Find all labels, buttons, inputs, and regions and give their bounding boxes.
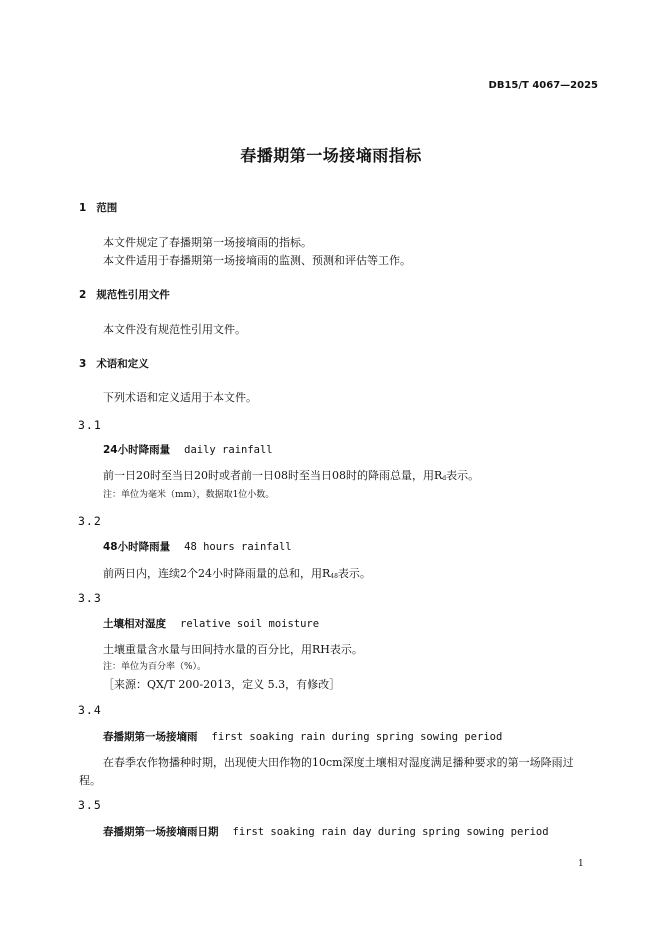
term-3-2-definition: 前两日内，连续2个24小时降雨量的总和，用$R_{48}$表示。 (103, 567, 371, 580)
term-3-1-heading (103, 442, 273, 457)
term-3-4-definition-line1: 在春季农作物播种时期，出现使大田作物的10cm深度土壤相对湿度满足播种要求的第一场降雨过 (103, 756, 574, 769)
section-number: 1 (79, 202, 87, 214)
term-3-2-number: 3.2 (78, 514, 102, 528)
term-name: 春播期第一场接墒雨日期 (103, 826, 219, 838)
term-name: 48小时降雨量 (103, 541, 171, 553)
section-number: 2 (79, 289, 87, 301)
term-3-4-definition-line2: 程。 (79, 774, 101, 787)
term-3-1-definition: 前一日20时至当日20时或者前一日08时至当日08时的降雨总量，用$R_d$表示。 (103, 469, 480, 482)
term-english: 48 hours rainfall (184, 541, 292, 553)
section-2-heading (79, 287, 170, 302)
term-3-3-heading (103, 616, 319, 631)
term-3-5-heading (103, 824, 549, 839)
term-3-3-note: 注：单位为百分率（%）。 (103, 662, 207, 672)
section-1-heading (79, 200, 117, 215)
term-3-4-heading (103, 729, 502, 744)
term-3-1-number: 3.1 (78, 418, 102, 432)
section-title: 范围 (96, 202, 118, 214)
term-english: daily rainfall (184, 444, 273, 456)
page-number: 1 (578, 859, 584, 869)
paragraph: 本文件适用于春播期第一场接墒雨的监测、预测和评估等工作。 (103, 254, 411, 267)
term-3-5-number: 3.5 (78, 798, 102, 812)
section-title: 规范性引用文件 (96, 289, 170, 301)
term-name: 春播期第一场接墒雨 (103, 731, 198, 743)
paragraph: 下列术语和定义适用于本文件。 (103, 391, 257, 404)
paragraph: 本文件没有规范性引用文件。 (103, 323, 246, 336)
section-title: 术语和定义 (96, 358, 149, 370)
section-number: 3 (79, 358, 87, 370)
term-name: 土壤相对湿度 (103, 618, 166, 630)
paragraph: 本文件规定了春播期第一场接墒雨的指标。 (103, 236, 312, 249)
term-3-4-number: 3.4 (78, 703, 102, 717)
standard-number: DB15/T 4067—2025 (488, 80, 598, 91)
document-title: 春播期第一场接墒雨指标 (240, 146, 422, 165)
term-3-3-source: ［来源：QX/T 200-2013，定义 5.3，有修改］ (103, 678, 341, 691)
term-english: relative soil moisture (180, 618, 320, 630)
term-name: 24小时降雨量 (103, 444, 171, 456)
section-3-heading (79, 356, 149, 371)
term-english: first soaking rain day during spring sowing period (232, 826, 549, 838)
term-3-3-definition: 土壤重量含水量与田间持水量的百分比，用RH表示。 (103, 643, 363, 656)
term-english: first soaking rain during spring sowing period (211, 731, 503, 743)
term-3-3-number: 3.3 (78, 591, 102, 605)
term-3-1-note: 注：单位为毫米（mm），数据取1位小数。 (103, 490, 275, 500)
term-3-2-heading (103, 539, 292, 554)
